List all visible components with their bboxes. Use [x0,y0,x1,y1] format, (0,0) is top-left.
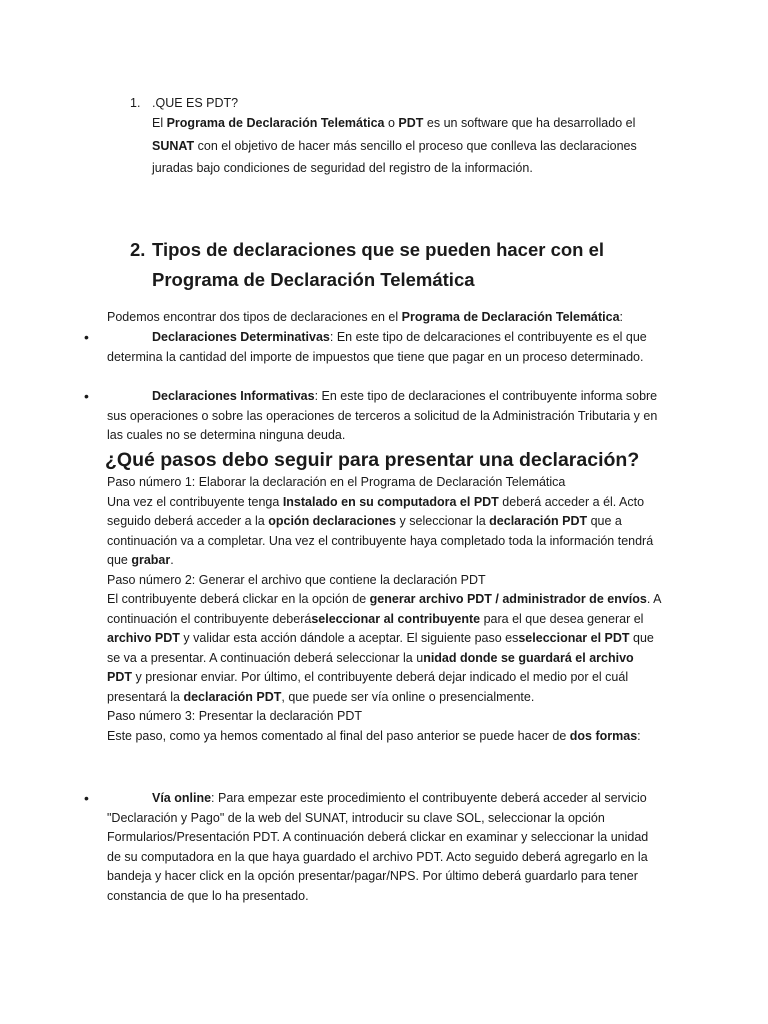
section-2-heading: Tipos de declaraciones que se pueden hacer con el Programa de Declaración Telemática [152,239,605,290]
section-3-heading: ¿Qué pasos debo seguir para presentar una declaración? [105,449,640,471]
list-item-informativas: Declaraciones Informativas: En este tipo de declaraciones el contribuyente informa sobre sus operaciones o sobre las operaciones de terceros a solicitud de la Administración Tributaria y en las cuales no se determina ninguna deuda. [107,389,658,442]
step-2-paragraph: El contribuyente deberá clickar en la opción de generar archivo PDT / administrador de envíos. A continuación el contribuyente deberáseleccionar al contribuyente para el que desea generar el archivo PDT y validar esta acción dándole a aceptar. El siguiente paso esseleccionar el PDT que se va a presentar. A continuación deberá seleccionar la unidad donde se guardará el archivo PDT y presionar enviar. Por último, el contribuyente deberá dejar indicado el medio por el cuál presentará la declaración PDT, que puede ser vía online o presencialmente. [107,592,661,704]
bullet-marker: • [84,790,89,806]
section-2-intro: Podemos encontrar dos tipos de declaraciones en el Programa de Declaración Telemática: [107,310,624,324]
bullet-marker: • [84,388,89,404]
list-number-1: 1. [130,96,141,110]
steps-body [107,473,662,746]
step-1-title: Paso número 1: Elaborar la declaración en el Programa de Declaración Telemática [107,475,566,489]
step-2-title: Paso número 2: Generar el archivo que contiene la declaración PDT [107,572,486,587]
list-number-2: 2. [130,239,146,260]
step-3-title: Paso número 3: Presentar la declaración PDT [107,709,362,723]
section-1-paragraph: El Programa de Declaración Telemática o PDT es un software que ha desarrollado el SUNAT con el objetivo de hacer más sencillo el proceso que conlleva las declaraciones juradas bajo condiciones de seguridad del registro de la información. [152,116,637,175]
list-item-determinativas: Declaraciones Determinativas: En este tipo de delcaraciones el contribuyente es el que determina la cantidad del importe de impuestos que tiene que pagar en un proceso determinado. [107,330,647,364]
section-1-question: .QUE ES PDT? [152,96,239,110]
list-item-via-online: Vía online: Para empezar este procedimiento el contribuyente deberá acceder al servicio "Declaración y Pago" de la web del SUNAT, introducir su clave SOL, seleccionar la opción Formularios/Presentación PDT. A continuación deberá clickar en examinar y seleccionar la unidad de su computadora en la que haya guardado el archivo PDT. Acto seguido deberá agregarlo en la bandeja y hacer click en la opción presentar/pagar/NPS. Por último deberá guardarlo para tener constancia de que lo ha presentado. [107,791,649,903]
step-1-paragraph: Una vez el contribuyente tenga Instalado en su computadora el PDT deberá acceder a él. Acto seguido deberá acceder a la opción declaraciones y seleccionar la declaración PDT que a continuación va a completar. Una vez el contribuyente haya completado toda la información tendrá que grabar. [107,494,654,567]
bullet-marker: • [84,329,89,345]
step-3-paragraph: Este paso, como ya hemos comentado al final del paso anterior se puede hacer de dos formas: [107,728,641,743]
